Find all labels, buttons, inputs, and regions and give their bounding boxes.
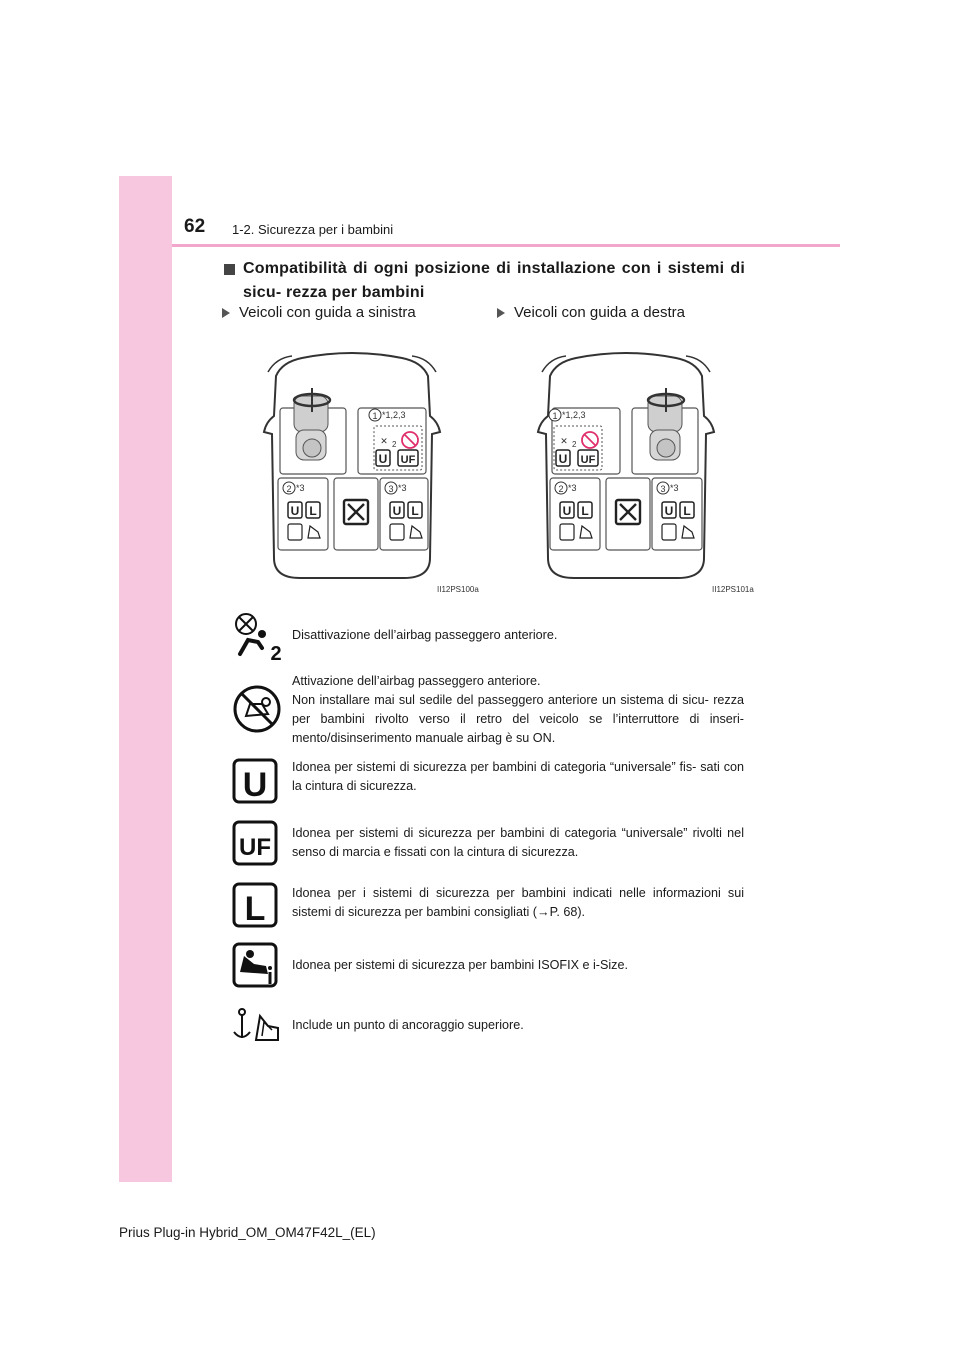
listed-l-icon xyxy=(232,882,278,928)
legend-description xyxy=(292,824,744,862)
legend-line: Non installare mai sul sedile del passeggero anteriore un sistema di sicu- rezza per bambini rivolto verso il retro del veicolo se l’interruttore di inseri- mento/disinserimento manuale airbag è su ON. xyxy=(292,693,744,745)
triangle-bullet-icon xyxy=(497,308,505,318)
figure-code: II12PS100a xyxy=(437,585,479,594)
airbag-on-no-rear-facing-icon xyxy=(232,684,282,734)
universal-u-icon: U xyxy=(290,504,300,518)
legend-description xyxy=(292,626,744,645)
section-title: 1-2. Sicurezza per i bambini xyxy=(232,222,394,237)
section-heading: Compatibilità di ogni posizione di installazione con i sistemi di sicu- rezza per bambini xyxy=(243,260,745,301)
listed-l-icon: L xyxy=(411,504,419,518)
heading-bullet-icon xyxy=(224,264,235,275)
icon-glyph: L xyxy=(244,890,266,928)
seat-note: *1,2,3 xyxy=(382,410,406,420)
legend-description xyxy=(292,1016,744,1035)
universal-forward-uf-icon: UF xyxy=(580,454,596,466)
car-diagram-left-hand-drive xyxy=(262,352,442,580)
figure-code: II12PS101a xyxy=(712,585,754,594)
seat-number: 1 xyxy=(552,411,558,421)
icon-glyph: 2 xyxy=(270,643,282,662)
legend-line: Idonea per i sistemi di sicurezza per bambini indicati nelle informazioni sui sistemi di sicurezza per bambini consigliati (→P. 68). xyxy=(292,886,744,919)
header-rule xyxy=(172,244,840,247)
universal-forward-uf-icon xyxy=(232,820,278,866)
legend-line: Disattivazione dell’airbag passeggero anteriore. xyxy=(292,628,558,642)
universal-u-icon: U xyxy=(664,504,674,518)
rear-center-seat xyxy=(334,478,378,550)
legend-description xyxy=(292,884,744,922)
triangle-bullet-icon xyxy=(222,308,230,318)
airbag-off-icon: ✕ xyxy=(380,436,388,446)
top-tether-anchor-icon xyxy=(232,1006,282,1046)
universal-forward-uf-icon: UF xyxy=(400,454,416,466)
legend-description xyxy=(292,672,744,748)
airbag-off-sub: 2 xyxy=(392,440,397,449)
isofix-i-size-icon xyxy=(232,942,278,988)
legend-line: Attivazione dell’airbag passeggero anteriore. xyxy=(292,674,541,688)
universal-u-icon xyxy=(232,758,278,804)
page-number: 62 xyxy=(184,216,206,237)
legend-line: Idonea per sistemi di sicurezza per bambini di categoria “universale” fis- sati con la cintura di sicurezza. xyxy=(292,760,744,793)
listed-l-icon: L xyxy=(309,504,317,518)
subhead-left-hand-drive xyxy=(222,304,416,321)
legend-line: Idonea per sistemi di sicurezza per bambini ISOFIX e i-Size. xyxy=(292,958,628,972)
rear-center-seat xyxy=(606,478,650,550)
legend-description xyxy=(292,956,744,975)
seat-note: *3 xyxy=(670,483,679,493)
listed-l-icon: L xyxy=(581,504,589,518)
airbag-off-icon: ✕ xyxy=(560,436,568,446)
legend-line: Idonea per sistemi di sicurezza per bambini di categoria “universale” rivolti nel senso di marcia e fissati con la cintura di sicurezza. xyxy=(292,826,744,859)
seat-number: 3 xyxy=(660,484,666,494)
legend-description xyxy=(292,758,744,796)
seat-note: *3 xyxy=(296,483,305,493)
seat-number: 1 xyxy=(372,411,378,421)
universal-u-icon: U xyxy=(378,452,388,466)
seat-number: 2 xyxy=(286,484,292,494)
subhead-label: Veicoli con guida a sinistra xyxy=(239,304,416,321)
icon-glyph: UF xyxy=(239,834,271,861)
icon-glyph: U xyxy=(242,766,268,804)
seat-number: 3 xyxy=(388,484,394,494)
seat-number: 2 xyxy=(558,484,564,494)
universal-u-icon: U xyxy=(562,504,572,518)
seat-note: *1,2,3 xyxy=(562,410,586,420)
subhead-label: Veicoli con guida a destra xyxy=(514,304,685,321)
subhead-right-hand-drive xyxy=(497,304,685,321)
sidebar-tab xyxy=(119,176,172,1182)
car-diagram-right-hand-drive xyxy=(536,352,716,580)
listed-l-icon: L xyxy=(683,504,691,518)
legend-line: Include un punto di ancoraggio superiore. xyxy=(292,1018,524,1032)
seat-note: *3 xyxy=(568,483,577,493)
universal-u-icon: U xyxy=(392,504,402,518)
airbag-off-icon xyxy=(232,612,284,662)
airbag-off-sub: 2 xyxy=(572,440,577,449)
footer-document-id: Prius Plug-in Hybrid_OM_OM47F42L_(EL) xyxy=(119,1225,376,1240)
seat-note: *3 xyxy=(398,483,407,493)
universal-u-icon: U xyxy=(558,452,568,466)
